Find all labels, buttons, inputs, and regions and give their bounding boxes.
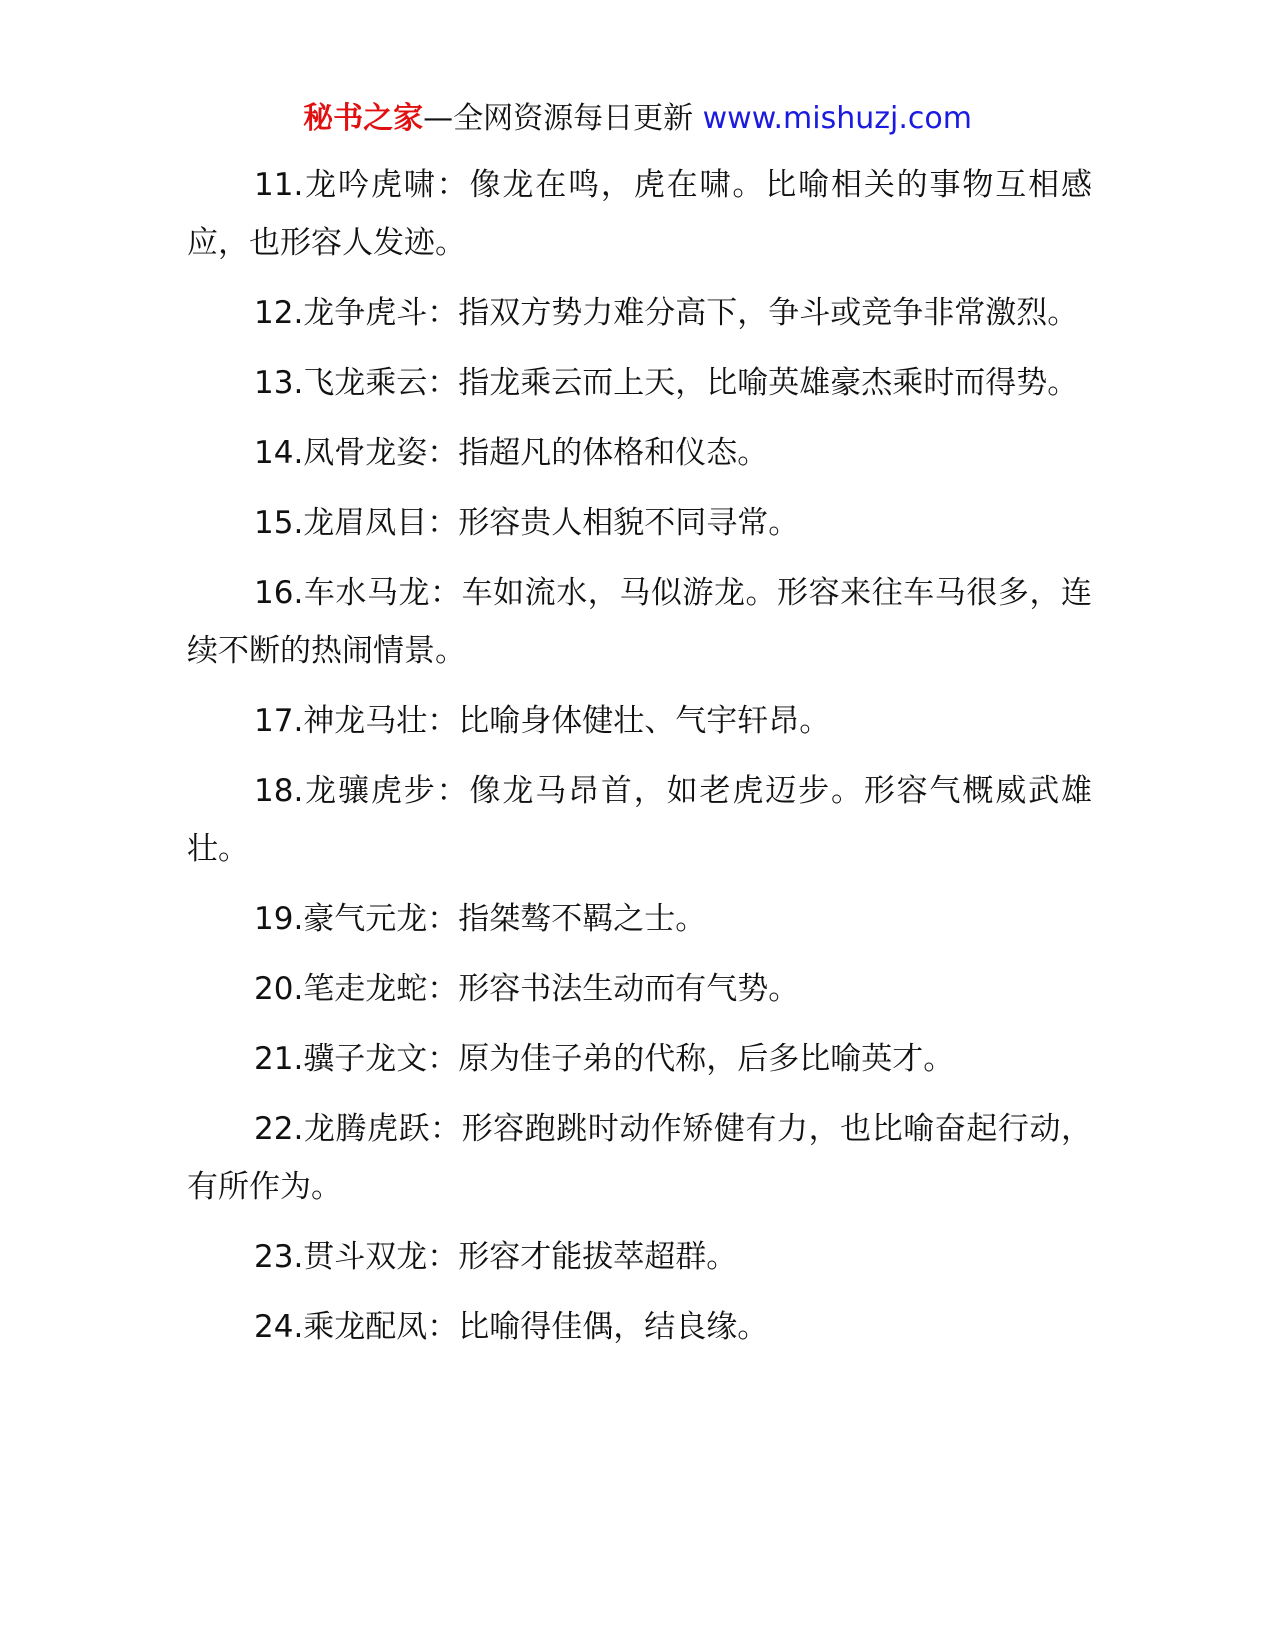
site-url-link[interactable]: www.mishuzj.com: [702, 101, 972, 136]
idiom-entry-21: 21.骥子龙文：原为佳子弟的代称，后多比喻英才。: [254, 1041, 955, 1077]
brand-name: 秘书之家: [303, 101, 424, 136]
idiom-entry-23: 23.贯斗双龙：形容才能拔萃超群。: [254, 1239, 738, 1275]
idiom-entry-19: 19.豪气元龙：指桀骜不羁之士。: [254, 901, 707, 937]
idiom-entry-22: 22.龙腾虎跃：形容跑跳时动作矫健有力，也比喻奋起行动，有所作为。: [187, 1111, 1092, 1205]
page-header: [0, 98, 1275, 140]
header-tagline: —全网资源每日更新: [423, 101, 703, 136]
document-body: [187, 156, 1092, 1368]
idiom-entry-14: 14.凤骨龙姿：指超凡的体格和仪态。: [254, 435, 769, 471]
idiom-entry-12: 12.龙争虎斗：指双方势力难分高下，争斗或竞争非常激烈。: [254, 295, 1079, 331]
idiom-entry-11: 11.龙吟虎啸：像龙在鸣，虎在啸。比喻相关的事物互相感应，也形容人发迹。: [187, 167, 1092, 261]
idiom-entry-18: 18.龙骧虎步：像龙马昂首，如老虎迈步。形容气概威武雄壮。: [187, 773, 1092, 867]
idiom-entry-20: 20.笔走龙蛇：形容书法生动而有气势。: [254, 971, 800, 1007]
idiom-entry-13: 13.飞龙乘云：指龙乘云而上天，比喻英雄豪杰乘时而得势。: [254, 365, 1079, 401]
idiom-entry-24: 24.乘龙配凤：比喻得佳偶，结良缘。: [254, 1309, 769, 1345]
idiom-entry-17: 17.神龙马壮：比喻身体健壮、气宇轩昂。: [254, 703, 831, 739]
idiom-entry-15: 15.龙眉凤目：形容贵人相貌不同寻常。: [254, 505, 800, 541]
idiom-entry-16: 16.车水马龙：车如流水，马似游龙。形容来往车马很多，连续不断的热闹情景。: [187, 575, 1092, 669]
